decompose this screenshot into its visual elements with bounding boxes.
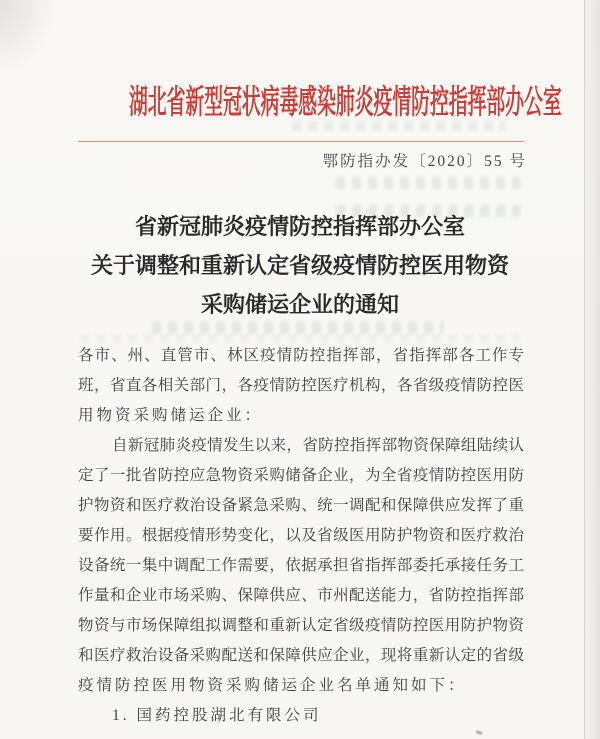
letterhead-divider-line: [78, 141, 524, 142]
document-title-line: 采购储运企业的通知: [200, 292, 399, 317]
document-body: [78, 341, 524, 731]
body-line: 用物资采购储运企业：: [78, 407, 264, 424]
body-line: 疫情防控医用物资采购储运企业名单通知如下：: [78, 677, 467, 694]
body-line: 作量和企业市场采购、保障供应、市州配送能力，省防控指挥部: [78, 587, 524, 604]
document-title: [0, 207, 600, 324]
scan-corner-artifact: [0, 0, 56, 74]
bleedthrough-artifact: [336, 177, 520, 189]
body-line: 护物资和医疗救治设备紧急采购、统一调配和保障供应发挥了重: [78, 497, 524, 514]
body-line: 班，省直各相关部门，各疫情防控医疗机构，各省级疫情防控医: [78, 377, 524, 394]
body-line: 各市、州、直管市、林区疫情防控指挥部，省指挥部各工作专: [78, 347, 524, 364]
body-line: 定了一批省防控应急物资采购储备企业，为全省疫情防控医用防: [78, 467, 524, 484]
document-number: 鄂防指办发〔2020〕55 号: [322, 153, 527, 170]
bleedthrough-artifact: [292, 120, 504, 131]
body-line: 自新冠肺炎疫情发生以来，省防控指挥部物资保障组陆续认: [112, 437, 524, 454]
document-title-line: 关于调整和重新认定省级疫情防控医用物资: [90, 253, 509, 278]
body-line: 1. 国药控股湖北有限公司: [112, 707, 322, 724]
body-line: 要作用。根据疫情形势变化，以及省级医用防护物资和医疗救治: [78, 527, 524, 544]
letterhead-title: 湖北省新型冠状病毒感染肺炎疫情防控指挥部办公室: [129, 85, 562, 121]
document-title-line: 省新冠肺炎疫情防控指挥部办公室: [134, 214, 465, 239]
body-line: 和医疗救治设备采购配送和保障供应企业，现将重新认定的省级: [78, 647, 524, 664]
scan-speck-artifact: [476, 730, 483, 735]
scan-edge-artifact: [584, 0, 600, 739]
body-line: 设备统一集中调配工作需要，依据承担省指挥部委托承接任务工: [78, 557, 524, 574]
body-line: 物资与市场保障组拟调整和重新认定省级疫情防控医用防护物资: [78, 617, 524, 634]
